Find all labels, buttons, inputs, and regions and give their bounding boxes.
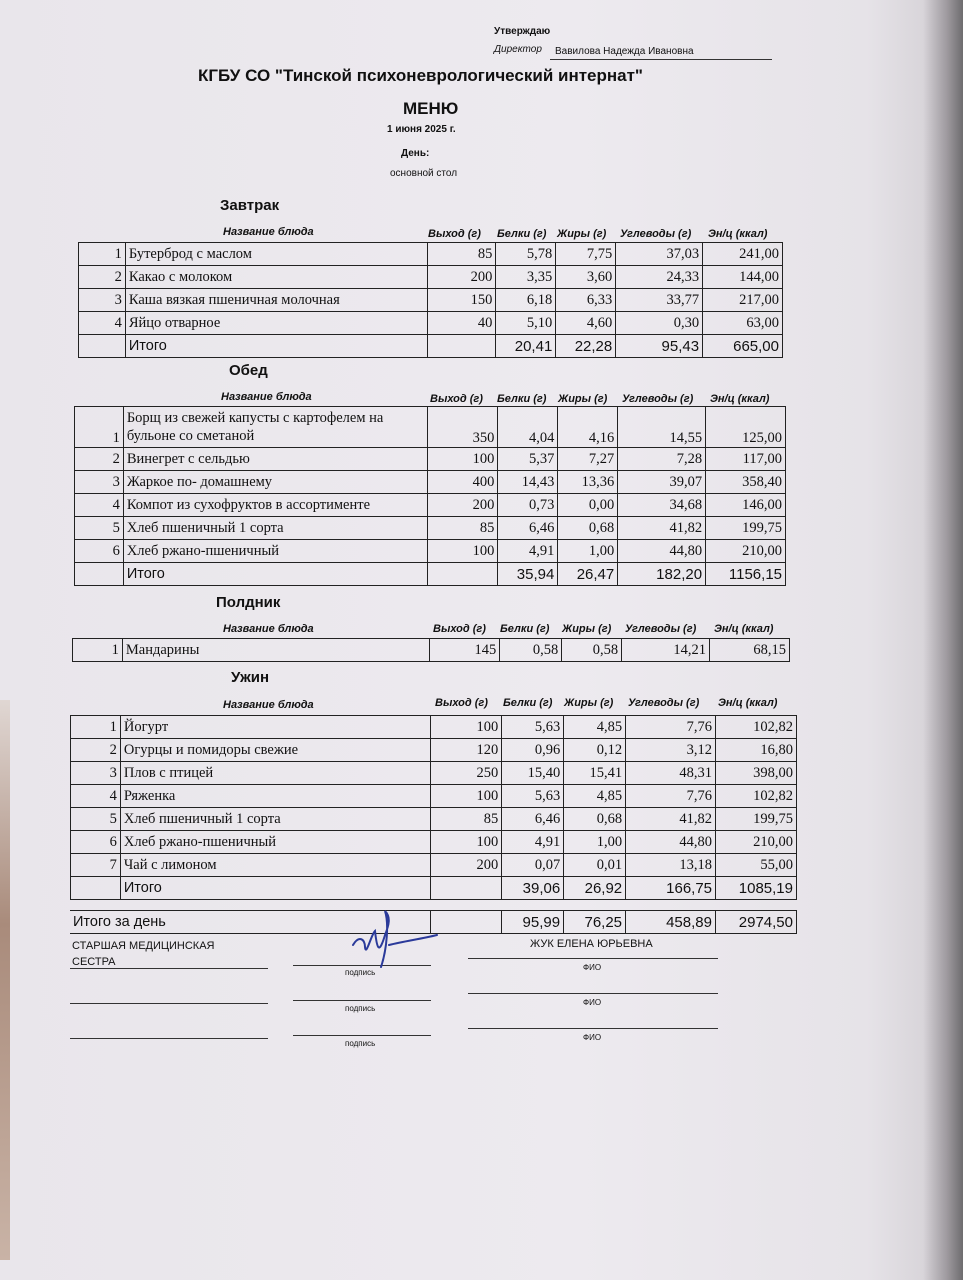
protein-cell: 0,96 <box>502 739 564 762</box>
dish-name: Винегрет с сельдью <box>123 448 427 471</box>
total-carbs: 182,20 <box>618 563 706 586</box>
row-number: 3 <box>71 762 121 785</box>
day-total-carbs: 458,89 <box>626 911 716 934</box>
organization-name: КГБУ СО "Тинской психоневрологический интернат" <box>198 66 643 85</box>
yield-cell: 85 <box>427 243 496 266</box>
menu-title: МЕНЮ <box>403 99 459 118</box>
yield-cell: 100 <box>431 716 502 739</box>
protein-cell: 4,91 <box>502 831 564 854</box>
energy-cell: 199,75 <box>706 517 786 540</box>
col-fat: Жиры (г) <box>564 697 614 709</box>
table-row <box>79 266 783 289</box>
fat-cell: 4,16 <box>558 407 618 448</box>
day-total-energy: 2974,50 <box>715 911 796 934</box>
fio-label: ФИО <box>583 963 602 972</box>
energy-cell: 210,00 <box>716 831 797 854</box>
col-name: Название блюда <box>223 623 314 635</box>
dish-name: Каша вязкая пшеничная молочная <box>125 289 427 312</box>
table-row <box>75 517 786 540</box>
carbs-cell: 44,80 <box>618 540 706 563</box>
yield-cell: 100 <box>427 448 498 471</box>
table-row <box>71 716 797 739</box>
yield-cell: 200 <box>427 266 496 289</box>
energy-cell: 55,00 <box>716 854 797 877</box>
carbs-cell: 14,21 <box>622 639 710 662</box>
protein-cell: 3,35 <box>496 266 556 289</box>
day-total-label: Итого за день <box>70 911 431 934</box>
row-number: 6 <box>71 831 121 854</box>
total-label: Итого <box>125 335 427 358</box>
nurse-name: ЖУК ЕЛЕНА ЮРЬЕВНА <box>530 938 653 950</box>
breakfast-table <box>78 242 783 358</box>
signature-line <box>468 1028 718 1029</box>
protein-cell: 5,63 <box>502 716 564 739</box>
dish-name: Йогурт <box>120 716 431 739</box>
dish-name: Хлеб пшеничный 1 сорта <box>123 517 427 540</box>
protein-cell: 0,07 <box>502 854 564 877</box>
col-carbs: Углеводы (г) <box>628 697 700 709</box>
breakfast-title: Завтрак <box>220 197 280 214</box>
col-yield: Выход (г) <box>430 393 483 405</box>
col-name: Название блюда <box>223 699 314 711</box>
dish-name: Какао с молоком <box>125 266 427 289</box>
total-carbs: 95,43 <box>616 335 703 358</box>
director-name: Вавилова Надежда Ивановна <box>555 46 694 57</box>
row-number: 1 <box>79 243 126 266</box>
col-carbs: Углеводы (г) <box>625 623 697 635</box>
carbs-cell: 33,77 <box>616 289 703 312</box>
page-edge-shadow <box>923 0 963 1280</box>
table-row <box>75 448 786 471</box>
table-row <box>75 407 786 448</box>
total-row <box>75 563 786 586</box>
dish-name: Жаркое по- домашнему <box>123 471 427 494</box>
fat-cell: 13,36 <box>558 471 618 494</box>
table-row <box>75 494 786 517</box>
fat-cell: 7,75 <box>556 243 616 266</box>
table-row <box>71 762 797 785</box>
menu-date: 1 июня 2025 г. <box>387 124 456 135</box>
col-yield: Выход (г) <box>428 228 481 240</box>
fat-cell: 3,60 <box>556 266 616 289</box>
row-number: 7 <box>71 854 121 877</box>
protein-cell: 6,46 <box>498 517 558 540</box>
lunch-table <box>74 406 786 586</box>
row-number: 5 <box>71 808 121 831</box>
table-row <box>79 312 783 335</box>
protein-cell: 6,46 <box>502 808 564 831</box>
total-energy: 665,00 <box>703 335 783 358</box>
total-energy: 1085,19 <box>716 877 797 900</box>
yield-cell: 400 <box>427 471 498 494</box>
protein-cell: 5,78 <box>496 243 556 266</box>
yield-cell: 145 <box>430 639 500 662</box>
carbs-cell: 7,28 <box>618 448 706 471</box>
total-protein: 20,41 <box>496 335 556 358</box>
energy-cell: 398,00 <box>716 762 797 785</box>
total-carbs: 166,75 <box>626 877 716 900</box>
fat-cell: 1,00 <box>558 540 618 563</box>
carbs-cell: 14,55 <box>618 407 706 448</box>
energy-cell: 144,00 <box>703 266 783 289</box>
row-number: 4 <box>79 312 126 335</box>
fat-cell: 7,27 <box>558 448 618 471</box>
fat-cell: 1,00 <box>564 831 626 854</box>
table-row <box>75 540 786 563</box>
col-yield: Выход (г) <box>433 623 486 635</box>
lunch-title: Обед <box>229 362 268 379</box>
signature-label: подпись <box>345 1039 376 1048</box>
table-row <box>79 289 783 312</box>
total-protein: 39,06 <box>502 877 564 900</box>
table-row <box>71 739 797 762</box>
carbs-cell: 41,82 <box>626 808 716 831</box>
energy-cell: 68,15 <box>710 639 790 662</box>
row-number: 1 <box>71 716 121 739</box>
col-energy: Эн/ц (ккал) <box>710 393 770 405</box>
row-number: 2 <box>71 739 121 762</box>
day-total-protein: 95,99 <box>502 911 564 934</box>
signature-line <box>293 1000 431 1001</box>
protein-cell: 0,73 <box>498 494 558 517</box>
yield-cell: 100 <box>431 785 502 808</box>
protein-cell: 5,10 <box>496 312 556 335</box>
dish-name: Мандарины <box>122 639 429 662</box>
carbs-cell: 3,12 <box>626 739 716 762</box>
signature-line <box>70 1038 268 1039</box>
dinner-table <box>70 715 797 900</box>
yield-cell: 100 <box>427 540 498 563</box>
dish-name: Бутерброд с маслом <box>125 243 427 266</box>
energy-cell: 217,00 <box>703 289 783 312</box>
carbs-cell: 44,80 <box>626 831 716 854</box>
energy-cell: 146,00 <box>706 494 786 517</box>
col-protein: Белки (г) <box>500 623 550 635</box>
carbs-cell: 39,07 <box>618 471 706 494</box>
dish-name: Хлеб пшеничный 1 сорта <box>120 808 431 831</box>
dish-name <box>123 407 427 448</box>
total-label: Итого <box>120 877 431 900</box>
yield-cell: 200 <box>431 854 502 877</box>
dish-name-line: Борщ из свежей капусты с картофелем на <box>126 410 384 426</box>
col-fat: Жиры (г) <box>558 393 608 405</box>
col-energy: Эн/ц (ккал) <box>718 697 778 709</box>
handwritten-signature <box>345 905 445 975</box>
carbs-cell: 34,68 <box>618 494 706 517</box>
yield-cell: 350 <box>427 407 498 448</box>
carbs-cell: 41,82 <box>618 517 706 540</box>
col-carbs: Углеводы (г) <box>620 228 692 240</box>
fat-cell: 0,00 <box>558 494 618 517</box>
fat-cell: 0,68 <box>564 808 626 831</box>
row-number: 6 <box>75 540 124 563</box>
table-row <box>71 831 797 854</box>
dinner-title: Ужин <box>231 669 270 686</box>
col-fat: Жиры (г) <box>562 623 612 635</box>
yield-cell: 120 <box>431 739 502 762</box>
table-row <box>71 854 797 877</box>
energy-cell: 241,00 <box>703 243 783 266</box>
total-protein: 35,94 <box>498 563 558 586</box>
signature-line <box>293 1035 431 1036</box>
protein-cell: 6,18 <box>496 289 556 312</box>
fat-cell: 4,85 <box>564 716 626 739</box>
energy-cell: 210,00 <box>706 540 786 563</box>
protein-cell: 5,63 <box>502 785 564 808</box>
row-number: 3 <box>75 471 124 494</box>
col-protein: Белки (г) <box>497 393 547 405</box>
carbs-cell: 48,31 <box>626 762 716 785</box>
total-label: Итого <box>123 563 427 586</box>
fio-label: ФИО <box>583 998 602 1007</box>
total-energy: 1156,15 <box>706 563 786 586</box>
yield-cell: 40 <box>427 312 496 335</box>
dish-name: Хлеб ржано-пшеничный <box>123 540 427 563</box>
fat-cell: 6,33 <box>556 289 616 312</box>
fat-cell: 4,60 <box>556 312 616 335</box>
table-row <box>73 639 790 662</box>
director-underline <box>550 59 772 60</box>
yield-cell: 100 <box>431 831 502 854</box>
energy-cell: 125,00 <box>706 407 786 448</box>
day-total-fat: 76,25 <box>564 911 626 934</box>
row-number: 1 <box>73 639 123 662</box>
row-number: 3 <box>79 289 126 312</box>
col-yield: Выход (г) <box>435 697 488 709</box>
col-name: Название блюда <box>221 391 312 403</box>
fat-cell: 0,58 <box>562 639 622 662</box>
dish-name-line: бульоне со сметаной <box>126 428 255 444</box>
dish-name: Компот из сухофруктов в ассортименте <box>123 494 427 517</box>
total-fat: 26,47 <box>558 563 618 586</box>
protein-cell: 15,40 <box>502 762 564 785</box>
table-type: основной стол <box>390 168 458 179</box>
fat-cell: 0,01 <box>564 854 626 877</box>
signature-label: подпись <box>345 1004 376 1013</box>
protein-cell: 4,04 <box>498 407 558 448</box>
signature-label: подпись <box>345 968 376 977</box>
carbs-cell: 0,30 <box>616 312 703 335</box>
table-row <box>75 471 786 494</box>
yield-cell: 200 <box>427 494 498 517</box>
energy-cell: 358,40 <box>706 471 786 494</box>
yield-cell: 85 <box>427 517 498 540</box>
table-row <box>71 785 797 808</box>
carbs-cell: 13,18 <box>626 854 716 877</box>
fat-cell: 15,41 <box>564 762 626 785</box>
energy-cell: 16,80 <box>716 739 797 762</box>
row-number: 2 <box>79 266 126 289</box>
approve-label: Утверждаю <box>494 26 551 37</box>
col-energy: Эн/ц (ккал) <box>708 228 768 240</box>
col-fat: Жиры (г) <box>557 228 607 240</box>
row-number: 5 <box>75 517 124 540</box>
col-carbs: Углеводы (г) <box>622 393 694 405</box>
row-number: 4 <box>75 494 124 517</box>
yield-cell: 150 <box>427 289 496 312</box>
total-fat: 26,92 <box>564 877 626 900</box>
table-row <box>79 243 783 266</box>
snack-table <box>72 638 790 662</box>
energy-cell: 117,00 <box>706 448 786 471</box>
dish-name: Чай с лимоном <box>120 854 431 877</box>
carbs-cell: 7,76 <box>626 785 716 808</box>
fio-label: ФИО <box>583 1033 602 1042</box>
total-row <box>71 877 797 900</box>
dish-name: Хлеб ржано-пшеничный <box>120 831 431 854</box>
dish-name: Яйцо отварное <box>125 312 427 335</box>
carbs-cell: 7,76 <box>626 716 716 739</box>
carbs-cell: 37,03 <box>616 243 703 266</box>
carbs-cell: 24,33 <box>616 266 703 289</box>
energy-cell: 102,82 <box>716 716 797 739</box>
fat-cell: 0,12 <box>564 739 626 762</box>
day-label: День: <box>401 148 430 159</box>
protein-cell: 14,43 <box>498 471 558 494</box>
col-name: Название блюда <box>223 226 314 238</box>
dish-name: Плов с птицей <box>120 762 431 785</box>
yield-cell: 85 <box>431 808 502 831</box>
signature-line <box>468 993 718 994</box>
director-label: Директор <box>494 44 542 55</box>
energy-cell: 63,00 <box>703 312 783 335</box>
protein-cell: 0,58 <box>500 639 562 662</box>
table-row <box>71 808 797 831</box>
total-fat: 22,28 <box>556 335 616 358</box>
nurse-title-line1: СТАРШАЯ МЕДИЦИНСКАЯ <box>72 940 215 952</box>
dish-name: Огурцы и помидоры свежие <box>120 739 431 762</box>
protein-cell: 5,37 <box>498 448 558 471</box>
dish-name: Ряженка <box>120 785 431 808</box>
total-row <box>79 335 783 358</box>
col-protein: Белки (г) <box>497 228 547 240</box>
row-number: 4 <box>71 785 121 808</box>
energy-cell: 102,82 <box>716 785 797 808</box>
signature-line <box>70 1003 268 1004</box>
row-number: 2 <box>75 448 124 471</box>
signature-line <box>468 958 718 959</box>
snack-title: Полдник <box>216 594 281 611</box>
col-protein: Белки (г) <box>503 697 553 709</box>
fat-cell: 0,68 <box>558 517 618 540</box>
background-strip <box>0 700 10 1260</box>
yield-cell: 250 <box>431 762 502 785</box>
signature-line <box>70 968 268 969</box>
energy-cell: 199,75 <box>716 808 797 831</box>
row-number: 1 <box>75 407 124 448</box>
protein-cell: 4,91 <box>498 540 558 563</box>
nurse-title-line2: СЕСТРА <box>72 956 116 968</box>
col-energy: Эн/ц (ккал) <box>714 623 774 635</box>
fat-cell: 4,85 <box>564 785 626 808</box>
